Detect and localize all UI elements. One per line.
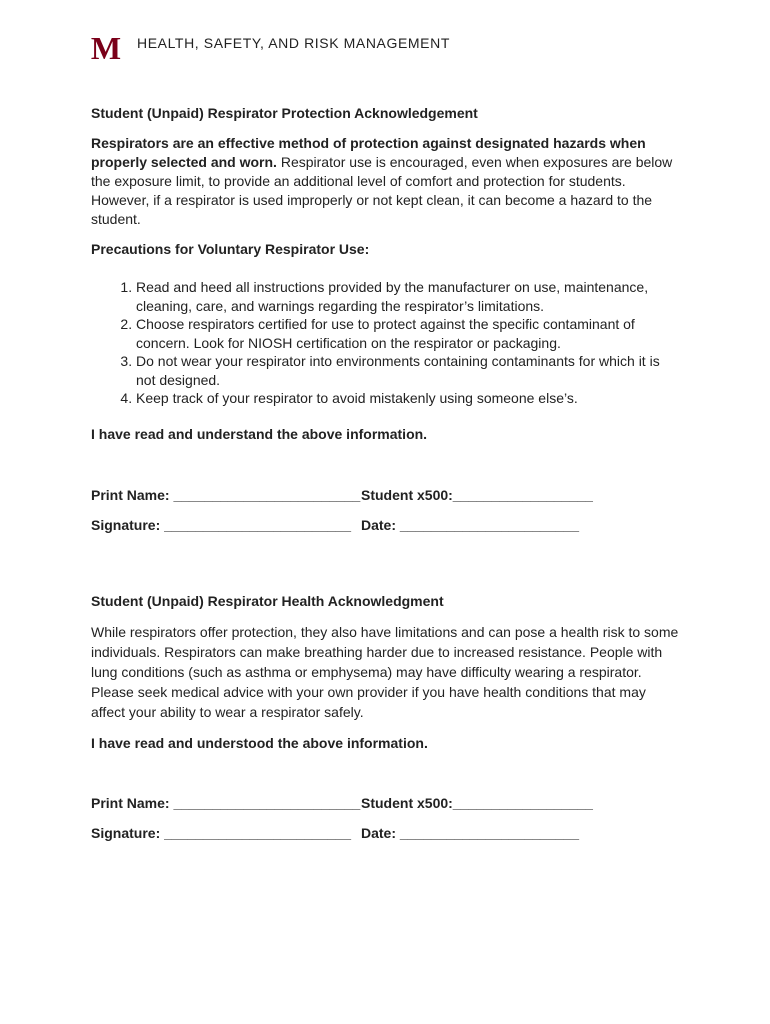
university-logo-icon bbox=[83, 34, 129, 62]
precautions-list bbox=[91, 278, 681, 408]
list-item: 1. Read and heed all instructions provided by the manufacturer on use, maintenance, cleaning, care, and warnings regarding the respirator’s limitations. bbox=[136, 278, 681, 315]
org-name: HEALTH, SAFETY, AND RISK MANAGEMENT bbox=[137, 35, 450, 51]
section2-title: Student (Unpaid) Respirator Health Acknowledgment bbox=[91, 592, 444, 609]
header bbox=[83, 34, 450, 62]
section1-name-row bbox=[91, 486, 681, 505]
list-item: 2. Choose respirators certified for use to protect against the specific contaminant of concern. Look for NIOSH certification on the respirator or packaging. bbox=[136, 315, 681, 352]
signature-field[interactable]: Signature: ________________________ bbox=[91, 824, 351, 841]
print-name-field[interactable]: Print Name: ________________________ bbox=[91, 486, 361, 503]
student-x500-field[interactable]: Student x500:__________________ bbox=[361, 486, 593, 503]
print-name-field[interactable]: Print Name: ________________________ bbox=[91, 794, 361, 811]
date-field[interactable]: Date: _______________________ bbox=[361, 516, 579, 533]
list-item: 3. Do not wear your respirator into environments containing contaminants for which it is not designed. bbox=[136, 352, 681, 389]
section1-signature-row bbox=[91, 516, 681, 535]
section1-intro bbox=[91, 134, 681, 229]
section2-signature-row bbox=[91, 824, 681, 843]
date-field[interactable]: Date: _______________________ bbox=[361, 824, 579, 841]
section2-acknowledge: I have read and understood the above information. bbox=[91, 734, 428, 751]
document-body bbox=[91, 104, 681, 843]
section2-name-row bbox=[91, 794, 681, 813]
section1-title: Student (Unpaid) Respirator Protection Acknowledgement bbox=[91, 105, 478, 121]
student-x500-field[interactable]: Student x500:__________________ bbox=[361, 794, 593, 811]
logo-letter: M bbox=[90, 34, 122, 62]
section2-body: While respirators offer protection, they also have limitations and can pose a health risk to some individuals. Respirators can make breathing harder due to increased resistance. People with lung conditions (such as asthma or emphysema) may have difficulty wearing a respirator. Please seek medical advice with your own provider if you have health conditions that may affect your ability to wear a respirator safely. bbox=[91, 623, 679, 720]
signature-field[interactable]: Signature: ________________________ bbox=[91, 516, 351, 533]
precautions-title: Precautions for Voluntary Respirator Use: bbox=[91, 241, 370, 257]
intro-rest: Respirator use is encouraged, even when exposures are below the exposure limit, to provide an additional level of comfort and protection for students. However, if a respirator is used improperly or not kept clean, it can become a hazard to the student. bbox=[91, 154, 673, 227]
list-item: 4. Keep track of your respirator to avoid mistakenly using someone else’s. bbox=[136, 389, 681, 408]
intro-bold: Respirators are an effective method of protection against designated hazards when properly selected and worn. bbox=[91, 135, 646, 170]
section1-acknowledge: I have read and understand the above information. bbox=[91, 425, 428, 442]
